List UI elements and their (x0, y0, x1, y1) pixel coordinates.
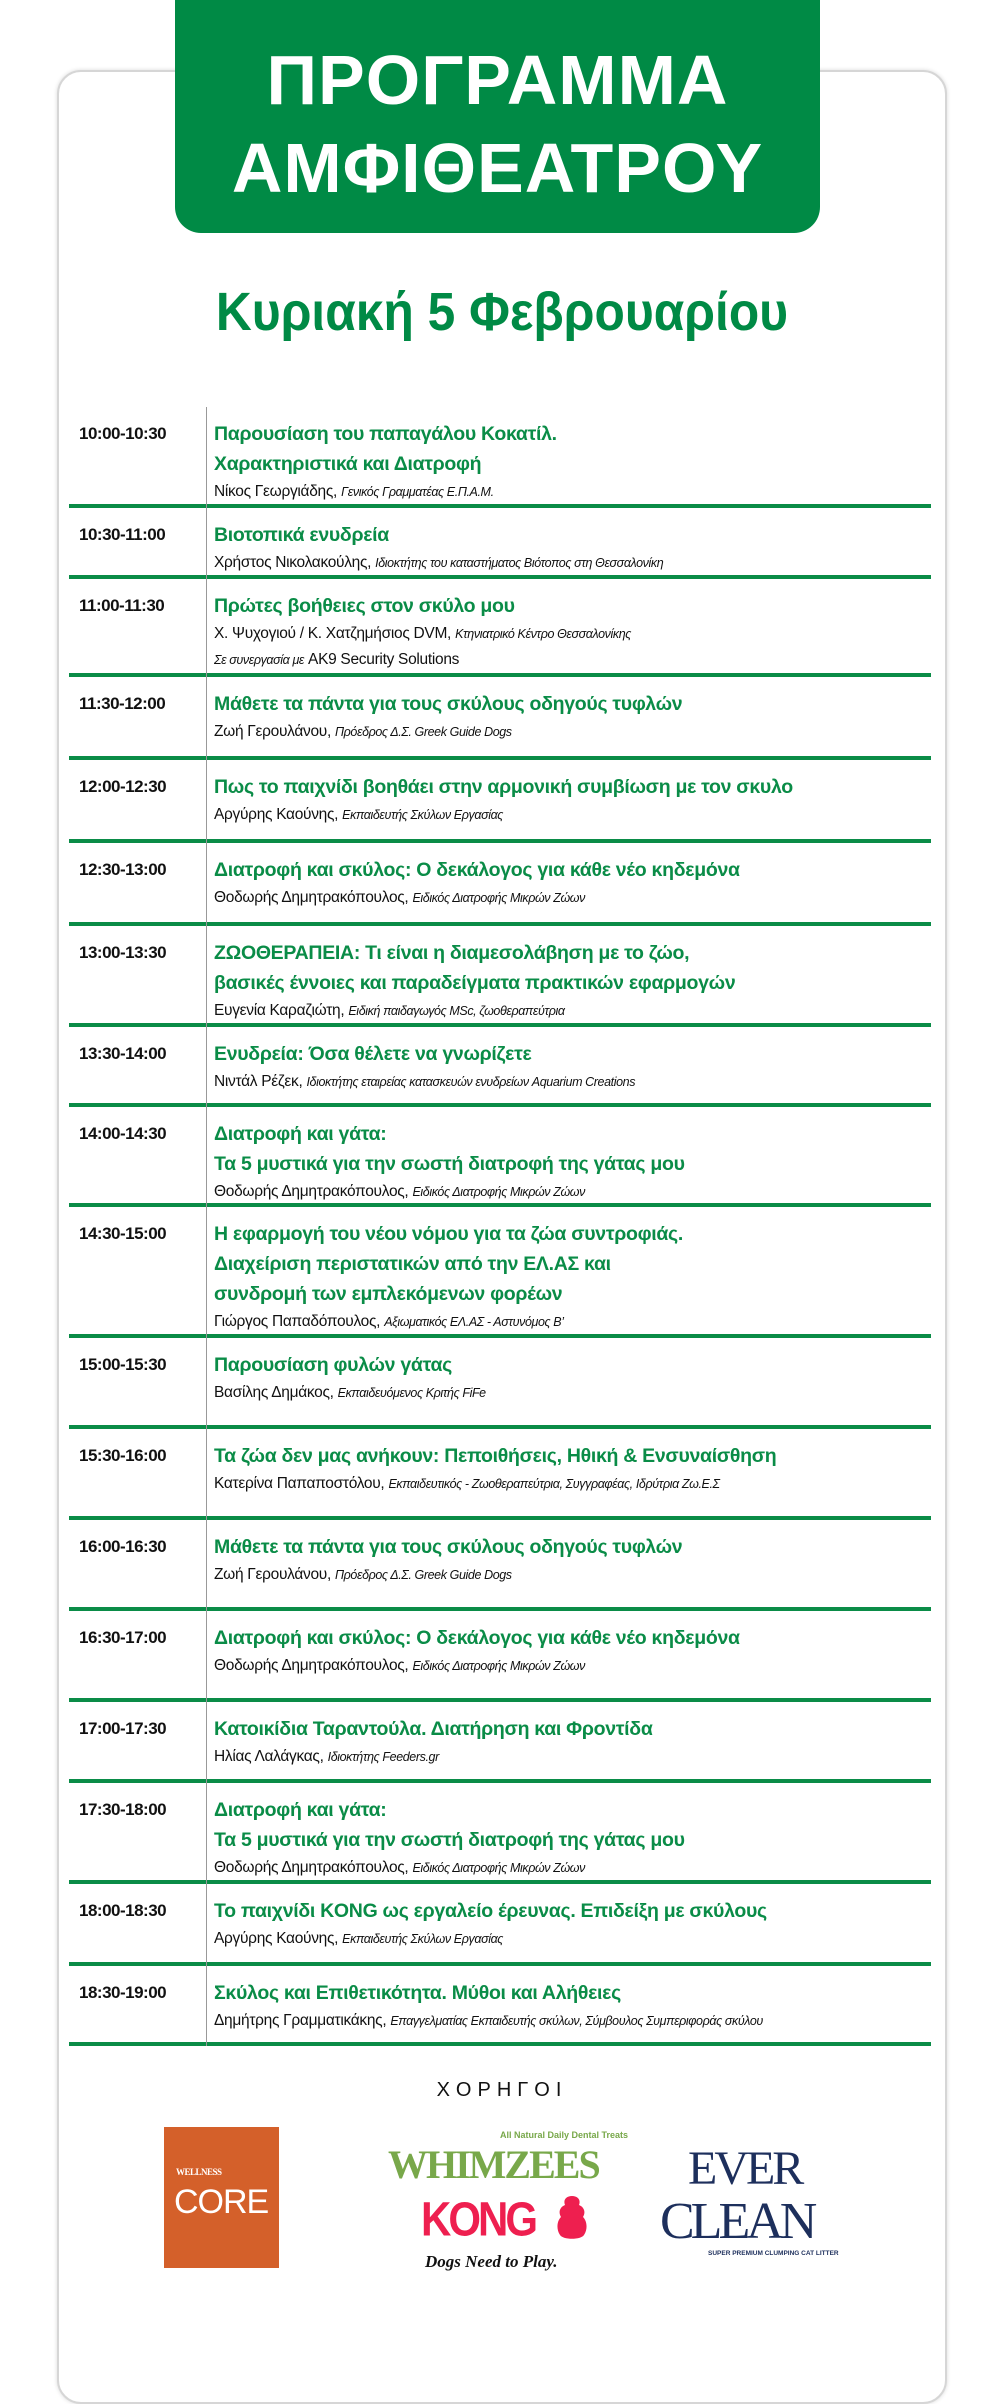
session-time: 10:30-11:00 (79, 525, 166, 544)
session-speaker-line (214, 719, 931, 745)
session-details (214, 591, 931, 673)
speaker-role: Γενικός Γραμματέας Ε.Π.Α.Μ. (341, 485, 494, 499)
speaker-name: Γιώργος Παπαδόπουλος, (214, 1313, 381, 1330)
session-time: 12:30-13:00 (79, 860, 167, 879)
session-speaker-line (214, 885, 931, 911)
session-title: Πρώτες βοήθειες στον σκύλο μου (214, 595, 515, 617)
speaker-name: Αργύρης Καούνης, (214, 1930, 339, 1947)
speaker-role: Ιδιοκτήτης Feeders.gr (327, 1750, 439, 1764)
session-time: 14:00-14:30 (79, 1124, 167, 1143)
session-details (214, 1119, 931, 1205)
speaker-name: Ηλίας Λαλάγκας, (214, 1748, 324, 1765)
session-time: 17:00-17:30 (79, 1719, 167, 1738)
session-time: 11:00-11:30 (79, 596, 165, 615)
schedule-row (69, 1783, 931, 1884)
sponsor-logo-whimzees (388, 2130, 628, 2188)
session-time: 12:00-12:30 (79, 777, 167, 796)
session-time: 16:00-16:30 (79, 1537, 167, 1556)
session-time: 15:00-15:30 (79, 1355, 167, 1374)
session-time: 15:30-16:00 (79, 1446, 167, 1465)
session-time: 10:00-10:30 (79, 424, 167, 443)
speaker-name: Κατερίνα Παπαποστόλου, (214, 1475, 385, 1492)
whimzees-tagline: All Natural Daily Dental Treats (499, 2130, 628, 2140)
speaker-role: Κτηνιατρικό Κέντρο Θεσσαλονίκης (455, 627, 631, 641)
session-title: Το παιχνίδι KONG ως εργαλείο έρευνας. Επιδείξη με σκύλους (214, 1900, 767, 1922)
session-details (214, 855, 931, 911)
session-speaker-line (214, 1179, 931, 1205)
session-time: 16:30-17:00 (79, 1628, 167, 1647)
speaker-name: Νίκος Γεωργιάδης, (214, 483, 338, 500)
session-speaker-line (214, 1380, 931, 1406)
schedule-row (69, 579, 931, 677)
kong-toy-icon (557, 2196, 587, 2246)
speaker-role: Εκπαιδευόμενος Κριτής FiFe (337, 1386, 486, 1400)
speaker-name: Ζωή Γερουλάνου, (214, 1566, 331, 1583)
schedule-row (69, 677, 931, 760)
schedule-row (69, 1027, 931, 1107)
speaker-role: Εκπαιδευτής Σκύλων Εργασίας (342, 1932, 503, 1946)
page-title-line2: ΑΜΦΙΘΕΑΤΡΟΥ (231, 129, 764, 207)
session-title: βασικές έννοιες και παραδείγματα πρακτικών εφαρμογών (214, 972, 736, 994)
schedule-row (69, 1884, 931, 1966)
session-speaker-line (214, 998, 931, 1024)
speaker-name: Ευγενία Καραζιώτη, (214, 1002, 345, 1019)
session-title: Διατροφή και σκύλος: Ο δεκάλογος για κάθε νέο κηδεμόνα (214, 1627, 740, 1649)
speaker-role: Πρόεδρος Δ.Σ. Greek Guide Dogs (335, 1568, 512, 1582)
session-title: Τα ζώα δεν μας ανήκουν: Πεποιθήσεις, Ηθική & Ενσυναίσθηση (214, 1445, 777, 1467)
session-title: Παρουσίαση φυλών γάτας (214, 1354, 452, 1376)
partner-prefix: Σε συνεργασία με (214, 653, 305, 667)
speaker-role: Εκπαιδευτής Σκύλων Εργασίας (342, 808, 503, 822)
session-title: Μάθετε τα πάντα για τους σκύλους οδηγούς τυφλών (214, 693, 683, 715)
session-time: 14:30-15:00 (79, 1224, 167, 1243)
session-speaker-line (214, 2008, 931, 2034)
speaker-name: Χ. Ψυχογιού / Κ. Χατζημήσιος DVM, (214, 625, 452, 642)
session-speaker-line (214, 1744, 931, 1770)
speaker-role: Ειδικός Διατροφής Μικρών Ζώων (412, 891, 585, 905)
schedule-row (69, 1107, 931, 1207)
speaker-name: Νιντάλ Ρέζεκ, (214, 1073, 303, 1090)
session-speaker-line (214, 621, 931, 647)
session-details (214, 1219, 931, 1335)
session-time: 13:00-13:30 (79, 943, 167, 962)
page-title-line1: ΠΡΟΓΡΑΜΜΑ (266, 41, 729, 119)
everclean-line1: EVER (688, 2142, 802, 2195)
speaker-role: Πρόεδρος Δ.Σ. Greek Guide Dogs (335, 725, 512, 739)
schedule-row (69, 843, 931, 926)
speaker-role: Εκπαιδευτικός - Ζωοθεραπεύτρια, Συγγραφέας, Ιδρύτρια Ζω.Ε.Σ (388, 1477, 720, 1491)
speaker-role: Ειδικός Διατροφής Μικρών Ζώων (412, 1659, 585, 1673)
speaker-name: Θοδωρής Δημητρακόπουλος, (214, 889, 409, 906)
session-title: Ενυδρεία: Όσα θέλετε να γνωρίζετε (214, 1043, 532, 1065)
session-details (214, 1623, 931, 1679)
speaker-name: Χρήστος Νικολακούλης, (214, 554, 372, 571)
sponsor-logo-wellness-core (164, 2127, 279, 2268)
session-details (214, 938, 931, 1024)
speaker-name: Θοδωρής Δημητρακόπουλος, (214, 1859, 409, 1876)
session-title: Τα 5 μυστικά για την σωστή διατροφή της γάτας μου (214, 1153, 685, 1175)
schedule-row (69, 1966, 931, 2046)
session-details (214, 1350, 931, 1406)
session-title: συνδρομή των εμπλεκόμενων φορέων (214, 1283, 563, 1305)
session-speaker-line (214, 479, 931, 505)
session-title: Η εφαρμογή του νέου νόμου για τα ζώα συντροφιάς. (214, 1223, 684, 1245)
kong-slogan: Dogs Need to Play. (425, 2252, 558, 2271)
speaker-role: Επαγγελματίας Εκπαιδευτής σκύλων, Σύμβουλος Συμπεριφοράς σκύλου (390, 2014, 763, 2028)
schedule-row (69, 1702, 931, 1783)
session-title: Διατροφή και σκύλος: Ο δεκάλογος για κάθε νέο κηδεμόνα (214, 859, 740, 881)
schedule-row (69, 1520, 931, 1611)
speaker-role: Ειδικός Διατροφής Μικρών Ζώων (412, 1861, 585, 1875)
session-speaker-line (214, 1069, 931, 1095)
session-title: Κατοικίδια Ταραντούλα. Διατήρηση και Φροντίδα (214, 1718, 653, 1740)
session-title: Παρουσίαση του παπαγάλου Κοκατίλ. (214, 423, 557, 445)
session-details (214, 1795, 931, 1881)
session-time: 13:30-14:00 (79, 1044, 167, 1063)
partner-name: AK9 Security Solutions (308, 651, 460, 668)
speaker-role: Αξιωματικός ΕΛ.ΑΣ - Αστυνόμος Β’ (384, 1315, 564, 1329)
session-speaker-line (214, 1309, 931, 1335)
session-details (214, 1532, 931, 1588)
schedule-table (69, 407, 931, 2046)
event-date: Κυριακή 5 Φεβρουαρίου (215, 282, 789, 342)
speaker-name: Θοδωρής Δημητρακόπουλος, (214, 1183, 409, 1200)
speaker-name: Βασίλης Δημάκος, (214, 1384, 334, 1401)
speaker-name: Δημήτρης Γραμματικάκης, (214, 2012, 387, 2029)
session-title: Διατροφή και γάτα: (214, 1799, 387, 1821)
speaker-name: Ζωή Γερουλάνου, (214, 723, 331, 740)
speaker-role: Ειδικός Διατροφής Μικρών Ζώων (412, 1185, 585, 1199)
wellness-brand: WELLNESS (176, 2167, 222, 2177)
session-title: Διαχείριση περιστατικών από την ΕΛ.ΑΣ και (214, 1253, 611, 1275)
session-speaker-line (214, 550, 931, 576)
session-partner-line (214, 647, 931, 673)
speaker-name: Θοδωρής Δημητρακόπουλος, (214, 1657, 409, 1674)
schedule-row (69, 1338, 931, 1429)
title-banner (175, 0, 820, 233)
session-time: 17:30-18:00 (79, 1800, 167, 1819)
core-name: CORE (174, 2183, 269, 2221)
session-details (214, 1441, 931, 1497)
session-title: Μάθετε τα πάντα για τους σκύλους οδηγούς τυφλών (214, 1536, 683, 1558)
schedule-row (69, 1207, 931, 1338)
session-speaker-line (214, 1926, 931, 1952)
kong-name: KONG (421, 2191, 535, 2246)
schedule-row (69, 926, 931, 1027)
session-speaker-line (214, 1855, 931, 1881)
schedule-row (69, 407, 931, 508)
session-details (214, 1714, 931, 1770)
schedule-row (69, 1611, 931, 1702)
session-details (214, 1039, 931, 1095)
session-title: Χαρακτηριστικά και Διατροφή (214, 453, 482, 475)
session-details (214, 419, 931, 505)
speaker-role: Ιδιοκτήτης εταιρείας κατασκευών ενυδρείων Aquarium Creations (306, 1075, 636, 1089)
schedule-row (69, 760, 931, 843)
sponsor-logo-kong (421, 2191, 591, 2276)
schedule-row (69, 1429, 931, 1520)
everclean-line2: CLEAN (660, 2193, 814, 2250)
session-title: ΖΩΟΘΕΡΑΠΕΙΑ: Τι είναι η διαμεσολάβηση με το ζώο, (214, 942, 690, 964)
whimzees-name: WHIMZEES (388, 2142, 599, 2187)
session-title: Διατροφή και γάτα: (214, 1123, 387, 1145)
session-time: 11:30-12:00 (79, 694, 166, 713)
speaker-name: Αργύρης Καούνης, (214, 806, 339, 823)
session-title: Σκύλος και Επιθετικότητα. Μύθοι και Αλήθειες (214, 1982, 621, 2004)
session-speaker-line (214, 802, 931, 828)
session-title: Βιοτοπικά ενυδρεία (214, 524, 389, 546)
session-time: 18:00-18:30 (79, 1901, 167, 1920)
speaker-role: Ιδιοκτήτης του καταστήματος Βιότοπος στη Θεσσαλονίκη (375, 556, 664, 570)
session-speaker-line (214, 1471, 931, 1497)
session-time: 18:30-19:00 (79, 1983, 167, 2002)
session-details (214, 772, 931, 828)
session-title: Πως το παιχνίδι βοηθάει στην αρμονική συμβίωση με τον σκυλο (214, 776, 793, 798)
session-details (214, 1896, 931, 1952)
sponsors-heading: ΧΟΡΗΓΟΙ (436, 2079, 568, 2101)
session-details (214, 1978, 931, 2034)
session-title: Τα 5 μυστικά για την σωστή διατροφή της γάτας μου (214, 1829, 685, 1851)
schedule-row (69, 508, 931, 579)
session-details (214, 520, 931, 576)
session-details (214, 689, 931, 745)
sponsor-logo-everclean (660, 2144, 845, 2262)
session-speaker-line (214, 1562, 931, 1588)
everclean-tagline: SUPER PREMIUM CLUMPING CAT LITTER (708, 2250, 839, 2257)
speaker-role: Ειδική παιδαγωγός MSc, ζωοθεραπεύτρια (348, 1004, 565, 1018)
session-speaker-line (214, 1653, 931, 1679)
